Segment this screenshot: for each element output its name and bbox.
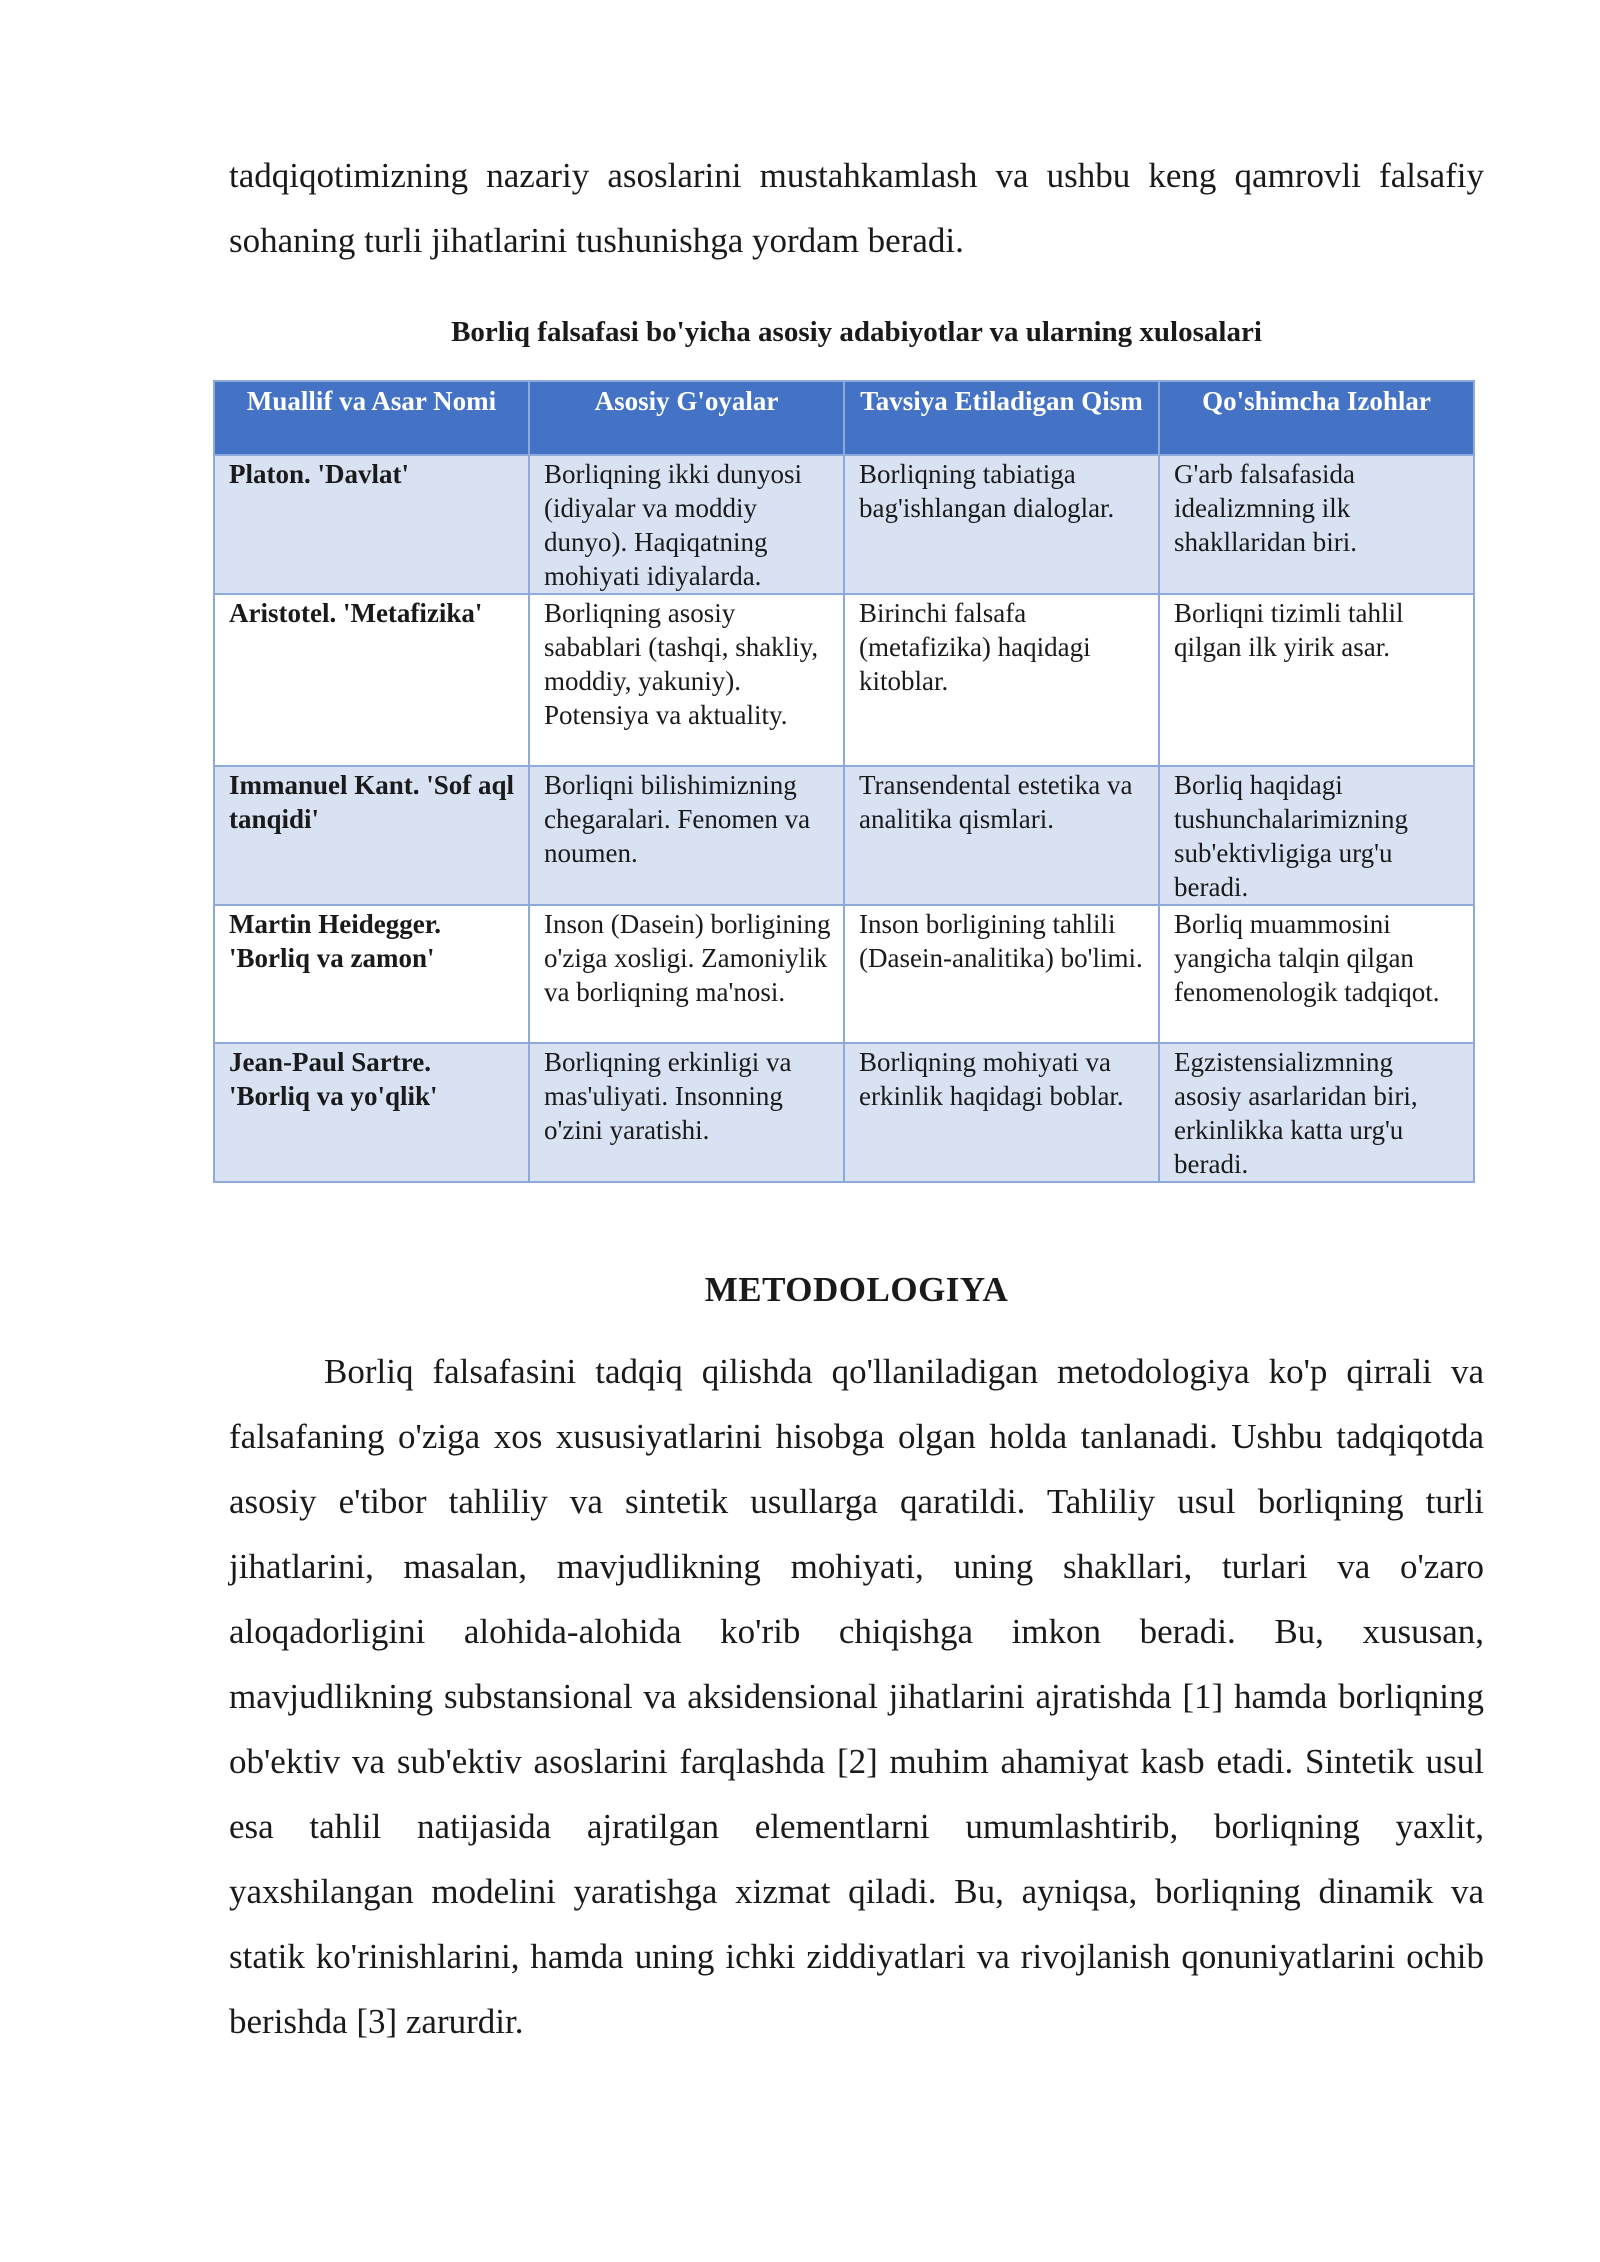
cell-ideas: Borliqning asosiy sabablari (tashqi, shakliy, moddiy, yakuniy). Potensiya va aktuality. [529,594,844,766]
table-row [214,766,1474,905]
cell-recommended: Borliqning mohiyati va erkinlik haqidagi boblar. [844,1043,1159,1182]
table-row [214,455,1474,594]
header-recommended-part: Tavsiya Etiladigan Qism [844,381,1159,455]
cell-ideas: Borliqning ikki dunyosi (idiyalar va moddiy dunyo). Haqiqatning mohiyati idiyalarda. [529,455,844,594]
cell-recommended: Birinchi falsafa (metafizika) haqidagi kitoblar. [844,594,1159,766]
intro-paragraph: tadqiqotimizning nazariy asoslarini mustahkamlash va ushbu keng qamrovli falsafiy sohaning turli jihatlarini tushunishga yordam beradi. [229,156,1484,260]
header-author-work: Muallif va Asar Nomi [214,381,529,455]
literature-table [213,380,1475,1183]
cell-ideas: Borliqni bilishimizning chegaralari. Fenomen va noumen. [529,766,844,905]
cell-notes: Egzistensializmning asosiy asarlaridan biri, erkinlikka katta urg'u beradi. [1159,1043,1474,1182]
table-row [214,1043,1474,1182]
cell-author: Martin Heidegger. 'Borliq va zamon' [214,905,529,1043]
table-caption: Borliq falsafasi bo'yicha asosiy adabiyotlar va ularning xulosalari [451,316,1262,348]
section-heading-methodology: METODOLOGIYA [704,1270,1009,1309]
table-row [214,905,1474,1043]
cell-recommended: Borliqning tabiatiga bag'ishlangan dialoglar. [844,455,1159,594]
cell-author: Platon. 'Davlat' [214,455,529,594]
cell-recommended: Transendental estetika va analitika qismlari. [844,766,1159,905]
cell-author: Jean-Paul Sartre. 'Borliq va yo'qlik' [214,1043,529,1182]
cell-ideas: Borliqning erkinligi va mas'uliyati. Insonning o'zini yaratishi. [529,1043,844,1182]
cell-author: Immanuel Kant. 'Sof aql tanqidi' [214,766,529,905]
header-main-ideas: Asosiy G'oyalar [529,381,844,455]
table-row [214,594,1474,766]
cell-recommended: Inson borligining tahlili (Dasein-analitika) bo'limi. [844,905,1159,1043]
header-additional-notes: Qo'shimcha Izohlar [1159,381,1474,455]
cell-notes: Borliq muammosini yangicha talqin qilgan fenomenologik tadqiqot. [1159,905,1474,1043]
cell-author: Aristotel. 'Metafizika' [214,594,529,766]
cell-notes: Borliqni tizimli tahlil qilgan ilk yirik asar. [1159,594,1474,766]
methodology-paragraph: Borliq falsafasini tadqiq qilishda qo'llaniladigan metodologiya ko'p qirrali va falsafaning o'ziga xos xususiyatlarini hisobga olgan holda tanlanadi. Ushbu tadqiqotda asosiy e'tibor tahliliy va sintetik usullarga qaratildi. Tahliliy usul borliqning turli jihatlarini, masalan, mavjudlikning mohiyati, uning shakllari, turlari va o'zaro aloqadorligini alohida-alohida ko'rib chiqishga imkon beradi. Bu, xususan, mavjudlikning substansional va aksidensional jihatlarini ajratishda [1] hamda borliqning ob'ektiv va sub'ektiv asoslarini farqlashda [2] muhim ahamiyat kasb etadi. Sintetik usul esa tahlil natijasida ajratilgan elementlarni umumlashtirib, borliqning yaxlit, yaxshilangan modelini yaratishga xizmat qiladi. Bu, ayniqsa, borliqning dinamik va statik ko'rinishlarini, hamda uning ichki ziddiyatlari va rivojlanish qonuniyatlarini ochib berishda [3] zarurdir. [229,1352,1484,2041]
cell-notes: Borliq haqidagi tushunchalarimizning sub'ektivligiga urg'u beradi. [1159,766,1474,905]
cell-notes: G'arb falsafasida idealizmning ilk shakllaridan biri. [1159,455,1474,594]
table-header-row [214,381,1474,455]
cell-ideas: Inson (Dasein) borligining o'ziga xosligi. Zamoniylik va borliqning ma'nosi. [529,905,844,1043]
